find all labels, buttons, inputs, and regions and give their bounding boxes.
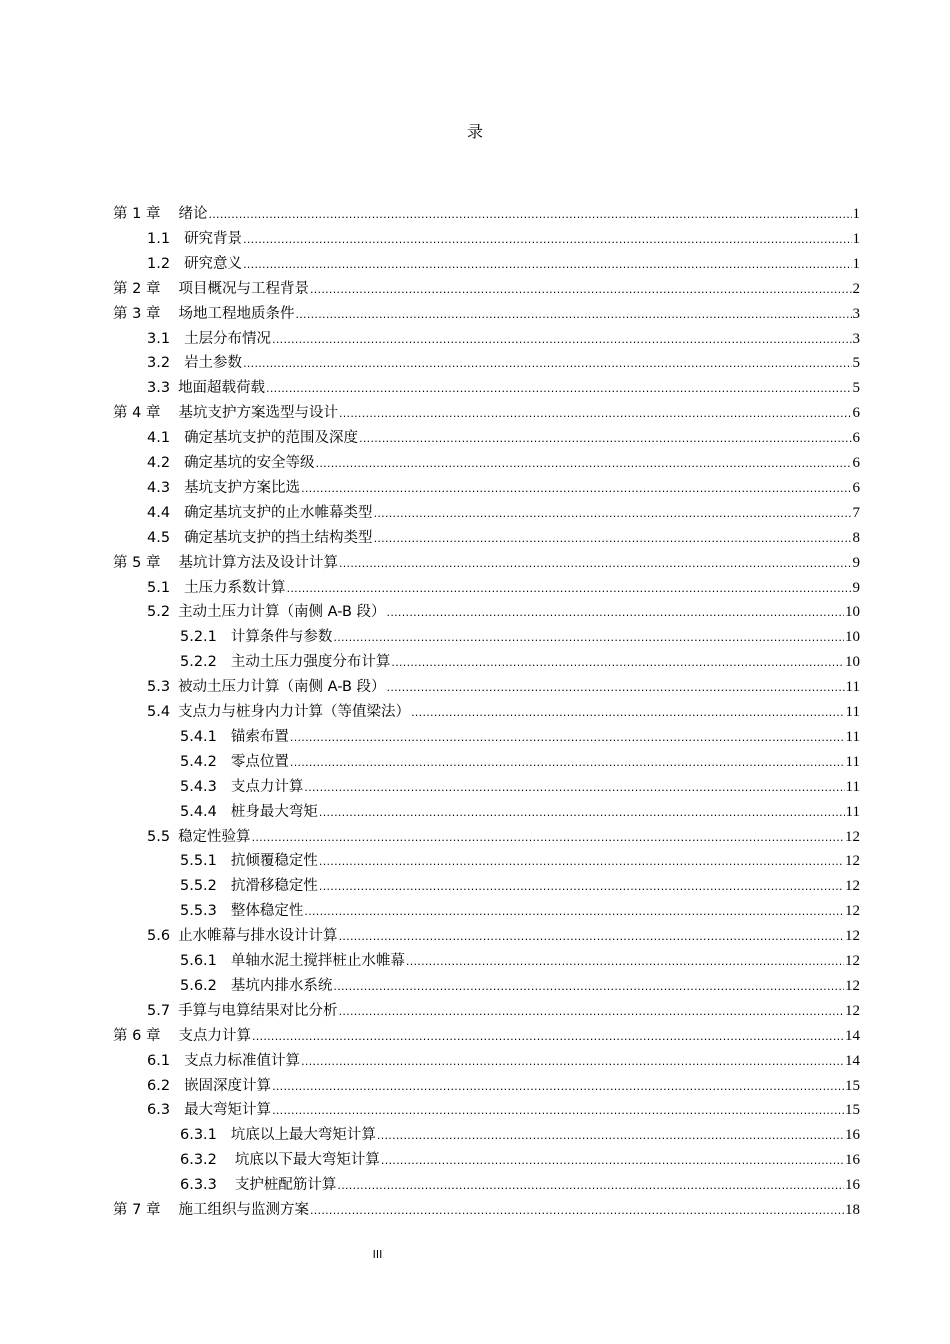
toc-entry-title: 被动土压力计算（南侧 A-B 段） <box>178 679 386 696</box>
toc-entry-page: 16 <box>845 1127 860 1144</box>
toc-entry-number: 4.3 <box>147 479 171 496</box>
toc-entry-number: 第 1 章 <box>113 206 161 222</box>
toc-entry[interactable] <box>147 227 860 252</box>
toc-entry[interactable] <box>113 1024 860 1049</box>
toc-entry[interactable] <box>147 476 860 501</box>
toc-entry-page: 12 <box>845 903 860 920</box>
dot-leader <box>272 328 851 353</box>
toc-entry-title: 支点力标准值计算 <box>184 1052 301 1069</box>
toc-entry-number: 5.2.2 <box>180 654 217 671</box>
toc-entry-page: 10 <box>845 629 860 646</box>
toc-entry-number: 5.2.1 <box>180 629 217 646</box>
toc-entry[interactable] <box>113 302 860 327</box>
toc-entry-number: 5.6 <box>147 928 171 945</box>
toc-entry[interactable] <box>180 1173 860 1198</box>
toc-entry-number: 6.3.2 <box>180 1152 217 1169</box>
toc-entry[interactable] <box>180 949 860 974</box>
toc-entry-page: 1 <box>852 206 860 222</box>
toc-entry-page: 16 <box>845 1177 860 1194</box>
toc-entry-page: 12 <box>845 878 860 895</box>
toc-entry-title: 绪论 <box>178 206 208 222</box>
toc-entry-page: 1 <box>852 255 860 272</box>
toc-entry[interactable] <box>147 675 860 700</box>
toc-entry-page: 11 <box>845 704 860 720</box>
toc-entry-title: 抗滑移稳定性 <box>230 878 318 895</box>
dot-leader <box>295 303 851 328</box>
toc-entry-title: 确定基坑支护的止水帷幕类型 <box>184 504 373 521</box>
toc-entry[interactable] <box>180 974 860 999</box>
toc-entry-title: 主动土压力计算（南侧 A-B 段） <box>178 604 386 621</box>
dot-leader <box>381 1149 844 1174</box>
dot-leader <box>252 1025 844 1050</box>
toc-entry-number: 4.2 <box>147 455 171 471</box>
dot-leader <box>243 352 851 377</box>
toc-entry-page: 9 <box>852 579 860 596</box>
toc-entry-page: 3 <box>852 330 860 347</box>
toc-entry-page: 5 <box>852 380 860 397</box>
dot-leader <box>387 601 844 626</box>
toc-entry[interactable] <box>147 924 860 949</box>
toc-entry-number: 5.3 <box>147 679 171 696</box>
toc-entry-page: 15 <box>845 1102 860 1119</box>
toc-entry-title: 零点位置 <box>230 753 289 770</box>
toc-entry-title: 土层分布情况 <box>184 330 272 347</box>
toc-entry-number: 3.2 <box>147 355 171 372</box>
dot-leader <box>377 1124 844 1149</box>
toc-entry-title: 确定基坑支护的挡土结构类型 <box>184 529 373 546</box>
toc-entry[interactable] <box>147 526 860 551</box>
toc-entry[interactable] <box>113 401 860 426</box>
dot-leader <box>337 1174 844 1199</box>
dot-leader <box>272 1099 844 1124</box>
toc-entry-title: 研究意义 <box>184 255 243 272</box>
page-number-footer: III <box>372 1248 383 1261</box>
toc-entry-number: 5.6.1 <box>180 953 217 969</box>
toc-entry[interactable] <box>180 650 860 675</box>
toc-entry-number: 4.5 <box>147 529 171 546</box>
dot-leader <box>339 402 852 427</box>
toc-entry-number: 5.7 <box>147 1002 171 1019</box>
dot-leader <box>411 701 844 726</box>
toc-entry-title: 坑底以下最大弯矩计算 <box>234 1152 380 1169</box>
toc-entry-title: 基坑支护方案选型与设计 <box>178 405 338 422</box>
dot-leader <box>374 502 852 527</box>
toc-entry-number: 5.5.1 <box>180 853 217 870</box>
toc-entry-number: 5.2 <box>147 604 171 621</box>
toc-entry-title: 地面超载荷载 <box>178 380 266 397</box>
toc-entry-title: 场地工程地质条件 <box>178 305 295 322</box>
toc-entry-title: 坑底以上最大弯矩计算 <box>230 1127 376 1144</box>
toc-entry[interactable] <box>113 277 860 302</box>
toc-entry-number: 第 7 章 <box>113 1202 161 1218</box>
dot-leader <box>287 577 852 602</box>
dot-leader <box>243 253 851 278</box>
toc-entry-number: 6.3 <box>147 1102 171 1119</box>
toc-entry-page: 5 <box>852 355 860 372</box>
toc-entry-title: 基坑内排水系统 <box>230 977 333 994</box>
toc-entry-page: 11 <box>845 679 860 696</box>
toc-entry[interactable] <box>147 501 860 526</box>
dot-leader <box>359 427 851 452</box>
toc-entry-page: 1 <box>852 230 860 247</box>
toc-entry-page: 15 <box>845 1077 860 1094</box>
toc-entry[interactable] <box>113 551 860 576</box>
toc-entry-number: 6.2 <box>147 1077 171 1094</box>
toc-entry-title: 抗倾覆稳定性 <box>230 853 318 870</box>
toc-entry-title: 支点力与桩身内力计算（等值梁法） <box>178 704 411 720</box>
toc-entry-page: 10 <box>845 604 860 621</box>
dot-leader <box>304 776 844 801</box>
toc-title: 录 <box>466 122 483 141</box>
toc-entry-page: 9 <box>852 554 860 571</box>
toc-entry-page: 12 <box>845 828 860 845</box>
toc-entry[interactable] <box>180 800 860 825</box>
toc-entry[interactable] <box>180 625 860 650</box>
toc-entry-number: 5.6.2 <box>180 977 217 994</box>
toc-entry[interactable] <box>147 700 860 725</box>
toc-entry-number: 1.1 <box>147 230 171 247</box>
toc-entry-page: 16 <box>845 1152 860 1169</box>
dot-leader <box>374 527 852 552</box>
toc-entry[interactable] <box>147 351 860 376</box>
dot-leader <box>266 377 851 402</box>
dot-leader <box>387 676 845 701</box>
toc-entry[interactable] <box>147 327 860 352</box>
toc-entry[interactable] <box>180 1123 860 1148</box>
toc-entry-title: 岩土参数 <box>184 355 243 372</box>
toc-entry[interactable] <box>147 600 860 625</box>
toc-entry-page: 18 <box>845 1202 860 1218</box>
toc-entry[interactable] <box>147 451 860 476</box>
toc-entry-number: 5.4.3 <box>180 778 217 795</box>
toc-entry-number: 5.4 <box>147 704 171 720</box>
toc-entry-number: 5.4.2 <box>180 753 217 770</box>
toc-entry-page: 11 <box>845 778 860 795</box>
dot-leader <box>391 651 844 676</box>
toc-entry-title: 整体稳定性 <box>230 903 304 920</box>
toc-entry-number: 5.5.2 <box>180 878 217 895</box>
toc-entry[interactable] <box>113 1198 860 1223</box>
dot-leader <box>252 826 844 851</box>
toc-entry-title: 土压力系数计算 <box>184 579 286 596</box>
toc-entry-page: 6 <box>852 479 860 496</box>
toc-entry-title: 稳定性验算 <box>178 828 251 845</box>
toc-entry-number: 1.2 <box>147 255 171 272</box>
toc-entry[interactable] <box>147 999 860 1024</box>
toc-entry-title: 计算条件与参数 <box>230 629 333 646</box>
toc-entry-page: 8 <box>852 529 860 546</box>
dot-leader <box>319 875 844 900</box>
toc-entry[interactable] <box>180 899 860 924</box>
toc-entry-number: 4.1 <box>147 430 171 447</box>
toc-entry-title: 基坑计算方法及设计计算 <box>178 554 338 571</box>
dot-leader <box>333 626 844 651</box>
toc-entry-page: 6 <box>852 405 860 422</box>
toc-entry[interactable] <box>180 775 860 800</box>
toc-entry-title: 单轴水泥土搅拌桩止水帷幕 <box>230 953 405 969</box>
toc-entry-title: 确定基坑的安全等级 <box>184 455 315 471</box>
toc-entry[interactable] <box>180 849 860 874</box>
toc-entry-number: 第 4 章 <box>113 405 161 422</box>
dot-leader <box>290 726 845 751</box>
toc-entry-page: 11 <box>845 753 860 770</box>
dot-leader <box>319 801 845 826</box>
toc-entry[interactable] <box>147 576 860 601</box>
toc-entry-number: 6.1 <box>147 1052 171 1069</box>
toc-entry-title: 支护桩配筋计算 <box>234 1177 337 1194</box>
dot-leader <box>304 900 844 925</box>
toc-entry-title: 嵌固深度计算 <box>184 1077 272 1094</box>
dot-leader <box>339 925 844 950</box>
toc-entry-page: 11 <box>845 728 860 745</box>
toc-entry[interactable] <box>147 1074 860 1099</box>
dot-leader <box>310 1199 844 1224</box>
toc-entry-number: 第 2 章 <box>113 280 161 297</box>
toc-entry-number: 4.4 <box>147 504 171 521</box>
toc-entry-number: 6.3.3 <box>180 1177 217 1194</box>
toc-entry[interactable] <box>180 874 860 899</box>
toc-entry[interactable] <box>147 252 860 277</box>
dot-leader <box>316 452 852 477</box>
dot-leader <box>319 850 844 875</box>
toc-entry-page: 14 <box>845 1052 860 1069</box>
toc-entry-page: 12 <box>845 1002 860 1019</box>
toc-entry-number: 第 3 章 <box>113 305 161 322</box>
toc-entry-title: 支点力计算 <box>230 778 304 795</box>
toc-entry-page: 11 <box>845 803 860 820</box>
toc-entry-page: 10 <box>845 654 860 671</box>
dot-leader <box>301 1050 844 1075</box>
toc-entry-number: 6.3.1 <box>180 1127 217 1144</box>
toc-entry-page: 3 <box>852 305 860 322</box>
toc-entry-title: 手算与电算结果对比分析 <box>178 1002 338 1019</box>
toc-entry-number: 5.4.4 <box>180 803 217 820</box>
toc-entry-title: 止水帷幕与排水设计计算 <box>178 928 338 945</box>
dot-leader <box>290 751 845 776</box>
toc-entry-page: 12 <box>845 928 860 945</box>
toc-entry-title: 桩身最大弯矩 <box>230 803 318 820</box>
dot-leader <box>406 950 844 975</box>
toc-entry[interactable] <box>113 202 860 227</box>
toc-entry[interactable] <box>147 825 860 850</box>
toc-entry-number: 5.5.3 <box>180 903 217 920</box>
toc-entry[interactable] <box>147 1098 860 1123</box>
toc-entry[interactable] <box>180 750 860 775</box>
dot-leader <box>339 552 852 577</box>
toc-entry-number: 第 6 章 <box>113 1027 161 1044</box>
toc-entry[interactable] <box>147 376 860 401</box>
toc-entry-number: 5.1 <box>147 579 171 596</box>
toc-entry-page: 12 <box>845 853 860 870</box>
toc-entry[interactable] <box>147 1049 860 1074</box>
toc-entry-title: 施工组织与监测方案 <box>178 1202 309 1218</box>
toc-entry-title: 基坑支护方案比选 <box>184 479 301 496</box>
toc-entry-number: 3.3 <box>147 380 171 397</box>
dot-leader <box>339 1000 844 1025</box>
toc-entry-number: 3.1 <box>147 330 171 347</box>
toc-entry-number: 5.4.1 <box>180 728 217 745</box>
toc-entry[interactable] <box>147 426 860 451</box>
toc-entry[interactable] <box>180 1148 860 1173</box>
dot-leader <box>310 278 852 303</box>
toc-entry-title: 确定基坑支护的范围及深度 <box>184 430 359 447</box>
toc-entry-page: 6 <box>852 455 860 471</box>
dot-leader <box>301 477 851 502</box>
toc-entry-title: 最大弯矩计算 <box>184 1102 272 1119</box>
toc-entry-number: 第 5 章 <box>113 554 161 571</box>
toc-entry-title: 锚索布置 <box>230 728 289 745</box>
toc-entry-page: 12 <box>845 977 860 994</box>
dot-leader <box>208 203 851 228</box>
dot-leader <box>272 1075 844 1100</box>
toc-entry-page: 14 <box>845 1027 860 1044</box>
toc-entry-page: 2 <box>852 280 860 297</box>
toc-entry-title: 支点力计算 <box>178 1027 251 1044</box>
toc-entry-title: 项目概况与工程背景 <box>178 280 309 297</box>
toc-entry-page: 7 <box>852 504 860 521</box>
toc-entry-page: 6 <box>852 430 860 447</box>
toc-entry-title: 研究背景 <box>184 230 243 247</box>
toc-entry[interactable] <box>180 725 860 750</box>
toc-entry-page: 12 <box>845 953 860 969</box>
toc-entry-title: 主动土压力强度分布计算 <box>230 654 391 671</box>
toc-entry-number: 5.5 <box>147 828 171 845</box>
dot-leader <box>243 228 851 253</box>
dot-leader <box>333 975 844 1000</box>
